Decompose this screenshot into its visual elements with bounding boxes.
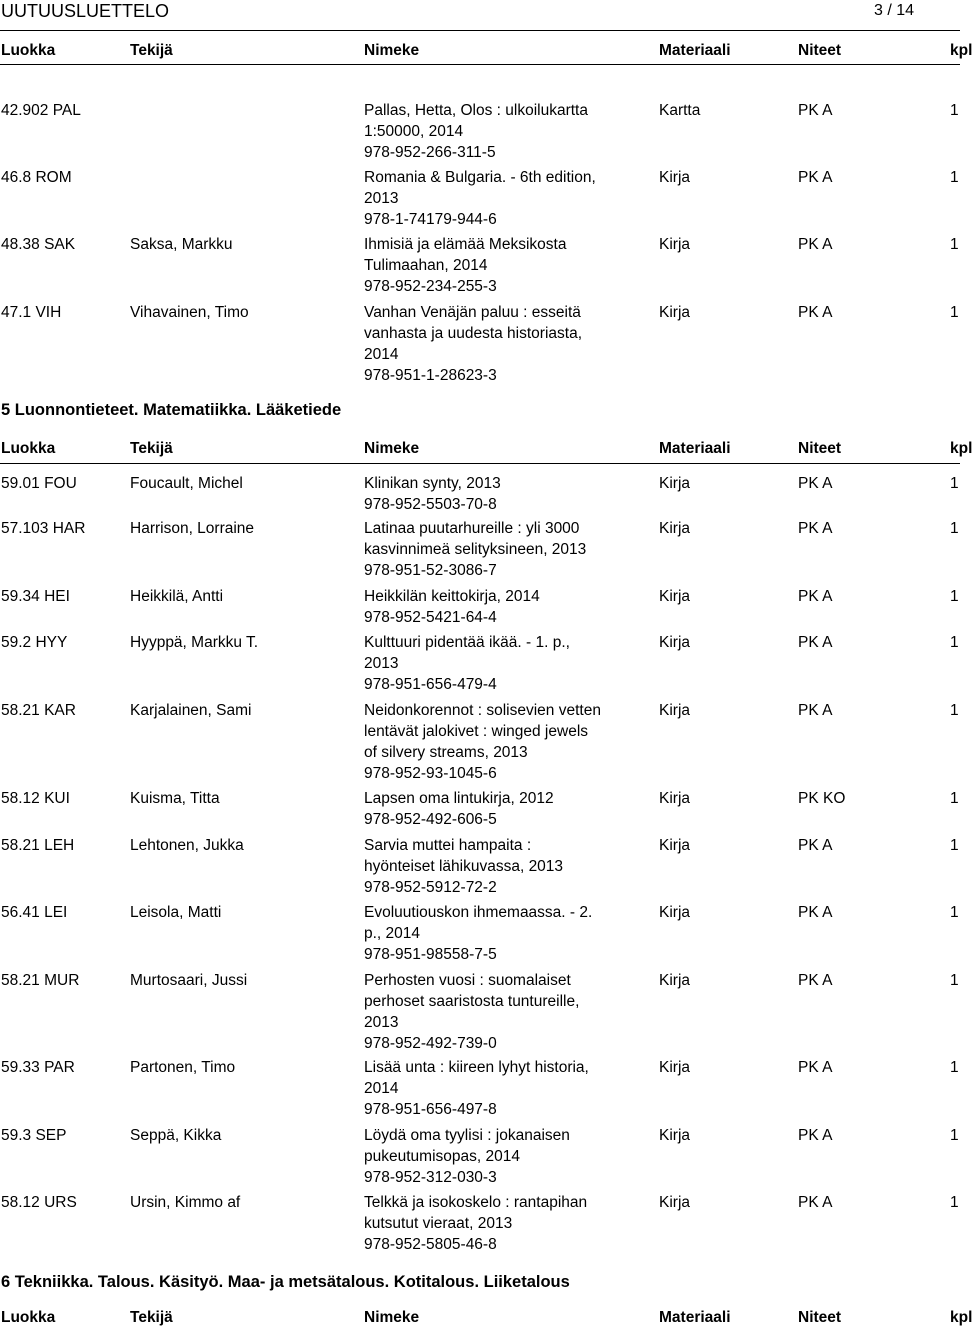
entry-nimeke-line: kasvinnimeä selityksineen, 2013 (364, 541, 587, 558)
col-header-nimeke: Nimeke (364, 440, 420, 457)
entry-nimeke-line: 978-952-93-1045-6 (364, 765, 497, 782)
entry-nimeke-line: 2013 (364, 1014, 399, 1031)
entry-nimeke-line: Romania & Bulgaria. - 6th edition, (364, 169, 596, 186)
entry-nimeke (364, 700, 626, 784)
col-header-luokka: Luokka (1, 440, 56, 457)
entry-nimeke-line: Ihmisiä ja elämää Meksikosta (364, 236, 567, 253)
entry-materiaali: Kirja (659, 520, 691, 537)
entry-luokka: 58.12 KUI (1, 790, 70, 807)
entry-niteet: PK KO (798, 790, 846, 807)
entry-nimeke-line: 978-952-5805-46-8 (364, 1236, 497, 1253)
page-number: 3 / 14 (873, 2, 914, 19)
entry-materiaali: Kirja (659, 634, 691, 651)
entry-nimeke-line: Pallas, Hetta, Olos : ulkoilukartta (364, 102, 588, 119)
entry-kpl: 1 (950, 236, 959, 253)
entry-kpl: 1 (950, 1194, 959, 1211)
entry-nimeke-line: kutsutut vieraat, 2013 (364, 1215, 513, 1232)
col-header-materiaali: Materiaali (659, 1309, 731, 1326)
col-header-kpl: kpl (950, 440, 972, 457)
entry-nimeke-line: pukeutumisopas, 2014 (364, 1148, 520, 1165)
entry-nimeke-line: Lapsen oma lintukirja, 2012 (364, 790, 554, 807)
entry-nimeke-line: 978-951-1-28623-3 (364, 367, 497, 384)
entry-nimeke-line: 978-1-74179-944-6 (364, 211, 497, 228)
entry-nimeke-line: 978-952-266-311-5 (364, 144, 496, 161)
entry-luokka: 59.2 HYY (1, 634, 68, 651)
entry-tekija: Saksa, Markku (130, 236, 233, 253)
col-header-tekija: Tekijä (130, 42, 173, 59)
entry-tekija: Lehtonen, Jukka (130, 837, 244, 854)
entry-niteet: PK A (798, 702, 833, 719)
entry-luokka: 59.3 SEP (1, 1127, 67, 1144)
entry-niteet: PK A (798, 475, 833, 492)
section-title-6: 6 Tekniikka. Talous. Käsityö. Maa- ja metsätalous. Kotitalous. Liiketalous (1, 1273, 570, 1291)
entry-nimeke-line: 978-951-98558-7-5 (364, 946, 497, 963)
column-header-divider (0, 64, 960, 65)
entry-niteet: PK A (798, 1194, 833, 1211)
entry-nimeke (364, 835, 626, 898)
entry-niteet: PK A (798, 837, 833, 854)
entry-nimeke-line: 978-952-5912-72-2 (364, 879, 497, 896)
entry-nimeke-line: Löydä oma tyylisi : jokanaisen (364, 1127, 570, 1144)
entry-luokka: 59.34 HEI (1, 588, 70, 605)
entry-nimeke-line: 978-952-492-739-0 (364, 1035, 497, 1052)
entry-kpl: 1 (950, 588, 959, 605)
entry-nimeke-line: Heikkilän keittokirja, 2014 (364, 588, 540, 605)
entry-tekija: Leisola, Matti (130, 904, 222, 921)
entry-nimeke-line: lentävät jalokivet : winged jewels (364, 723, 589, 740)
entry-nimeke-line: Telkkä ja isokoskelo : rantapihan (364, 1194, 588, 1211)
entry-kpl: 1 (950, 634, 959, 651)
entry-materiaali: Kirja (659, 236, 691, 253)
entry-luokka: 58.21 MUR (1, 972, 80, 989)
entry-luokka: 42.902 PAL (1, 102, 81, 119)
column-header-row (0, 440, 972, 460)
entry-kpl: 1 (950, 972, 959, 989)
entry-nimeke-line: 978-952-5503-70-8 (364, 496, 497, 513)
entry-kpl: 1 (950, 904, 959, 921)
entry-niteet: PK A (798, 520, 833, 537)
entry-nimeke-line: 978-952-312-030-3 (364, 1169, 497, 1186)
entry-nimeke-line: 2014 (364, 346, 399, 363)
entry-tekija: Karjalainen, Sami (130, 702, 252, 719)
entry-nimeke-line: 978-952-492-606-5 (364, 811, 497, 828)
col-header-niteet: Niteet (798, 1309, 842, 1326)
column-header-row (0, 42, 972, 62)
entry-nimeke-line: 2013 (364, 655, 399, 672)
entry-nimeke-line: perhoset saaristosta tuntureille, (364, 993, 580, 1010)
entry-nimeke-line: Latinaa puutarhureille : yli 3000 (364, 520, 580, 537)
entry-niteet: PK A (798, 588, 833, 605)
document-title: UUTUUSLUETTELO (1, 1, 170, 21)
col-header-tekija: Tekijä (130, 1309, 173, 1326)
page-header (0, 0, 960, 30)
entry-nimeke-line: Tulimaahan, 2014 (364, 257, 488, 274)
entry-nimeke-line: 1:50000, 2014 (364, 123, 464, 140)
entry-nimeke-line: 2013 (364, 190, 399, 207)
entry-tekija: Heikkilä, Antti (130, 588, 224, 605)
entry-nimeke (364, 1057, 626, 1120)
entry-niteet: PK A (798, 1059, 833, 1076)
entry-nimeke (364, 902, 626, 965)
entry-materiaali: Kirja (659, 1059, 691, 1076)
entry-nimeke (364, 970, 626, 1054)
entry-nimeke-line: hyönteiset lähikuvassa, 2013 (364, 858, 564, 875)
entry-kpl: 1 (950, 102, 959, 119)
col-header-luokka: Luokka (1, 1309, 56, 1326)
col-header-nimeke: Nimeke (364, 1309, 420, 1326)
entry-nimeke-line: Kulttuuri pidentää ikää. - 1. p., (364, 634, 570, 651)
entry-niteet: PK A (798, 169, 833, 186)
entry-tekija: Hyyppä, Markku T. (130, 634, 259, 651)
entry-materiaali: Kirja (659, 904, 691, 921)
col-header-niteet: Niteet (798, 440, 842, 457)
column-header-divider (0, 463, 960, 464)
entry-materiaali: Kartta (659, 102, 701, 119)
entry-materiaali: Kirja (659, 1194, 691, 1211)
entry-kpl: 1 (950, 520, 959, 537)
entry-niteet: PK A (798, 1127, 833, 1144)
entry-tekija: Vihavainen, Timo (130, 304, 249, 321)
entry-tekija: Foucault, Michel (130, 475, 243, 492)
entry-tekija: Partonen, Timo (130, 1059, 236, 1076)
entry-materiaali: Kirja (659, 837, 691, 854)
entry-luokka: 58.21 LEH (1, 837, 75, 854)
entry-luokka: 47.1 VIH (1, 304, 62, 321)
entry-nimeke-line: 978-951-656-497-8 (364, 1101, 497, 1118)
entry-kpl: 1 (950, 169, 959, 186)
entry-nimeke-line: Vanhan Venäjän paluu : esseitä (364, 304, 581, 321)
col-header-luokka: Luokka (1, 42, 56, 59)
entry-nimeke (364, 234, 626, 297)
entry-tekija: Murtosaari, Jussi (130, 972, 248, 989)
entry-niteet: PK A (798, 304, 833, 321)
col-header-niteet: Niteet (798, 42, 842, 59)
entry-luokka: 58.12 URS (1, 1194, 77, 1211)
entry-luokka: 56.41 LEI (1, 904, 68, 921)
entry-nimeke-line: Sarvia muttei hampaita : (364, 837, 532, 854)
entry-niteet: PK A (798, 972, 833, 989)
entry-kpl: 1 (950, 304, 959, 321)
entry-materiaali: Kirja (659, 1127, 691, 1144)
entry-materiaali: Kirja (659, 972, 691, 989)
entry-niteet: PK A (798, 102, 833, 119)
entry-nimeke-line: Evoluutiouskon ihmemaassa. - 2. (364, 904, 593, 921)
entry-nimeke-line: 978-951-656-479-4 (364, 676, 497, 693)
entry-tekija: Ursin, Kimmo af (130, 1194, 241, 1211)
entry-nimeke (364, 518, 626, 581)
entry-nimeke (364, 1125, 626, 1188)
entry-nimeke-line: vanhasta ja uudesta historiasta, (364, 325, 582, 342)
entry-luokka: 48.38 SAK (1, 236, 76, 253)
col-header-nimeke: Nimeke (364, 42, 420, 59)
entry-kpl: 1 (950, 790, 959, 807)
entry-luokka: 59.01 FOU (1, 475, 77, 492)
entry-luokka: 57.103 HAR (1, 520, 86, 537)
entry-materiaali: Kirja (659, 790, 691, 807)
entry-kpl: 1 (950, 475, 959, 492)
entry-tekija: Kuisma, Titta (130, 790, 220, 807)
header-divider (0, 30, 960, 31)
entry-materiaali: Kirja (659, 475, 691, 492)
entry-nimeke-line: 978-952-5421-64-4 (364, 609, 497, 626)
entry-niteet: PK A (798, 634, 833, 651)
entry-nimeke-line: 978-952-234-255-3 (364, 278, 497, 295)
entry-nimeke (364, 167, 626, 230)
entry-nimeke-line: 2014 (364, 1080, 399, 1097)
entry-tekija: Seppä, Kikka (130, 1127, 222, 1144)
entry-kpl: 1 (950, 702, 959, 719)
entry-luokka: 58.21 KAR (1, 702, 76, 719)
entry-nimeke (364, 788, 626, 830)
col-header-kpl: kpl (950, 1309, 972, 1326)
entry-luokka: 59.33 PAR (1, 1059, 75, 1076)
entry-materiaali: Kirja (659, 304, 691, 321)
entry-nimeke-line: p., 2014 (364, 925, 421, 942)
entry-nimeke (364, 1192, 626, 1255)
entry-nimeke-line: Lisää unta : kiireen lyhyt historia, (364, 1059, 589, 1076)
col-header-materiaali: Materiaali (659, 42, 731, 59)
entry-kpl: 1 (950, 1127, 959, 1144)
col-header-materiaali: Materiaali (659, 440, 731, 457)
entry-materiaali: Kirja (659, 702, 691, 719)
entry-nimeke-line: Perhosten vuosi : suomalaiset (364, 972, 571, 989)
entry-materiaali: Kirja (659, 169, 691, 186)
entry-nimeke-line: Klinikan synty, 2013 (364, 475, 501, 492)
entry-kpl: 1 (950, 837, 959, 854)
col-header-kpl: kpl (950, 42, 972, 59)
column-header-row (0, 1309, 972, 1329)
entry-nimeke-line: of silvery streams, 2013 (364, 744, 528, 761)
entry-nimeke (364, 586, 626, 628)
col-header-tekija: Tekijä (130, 440, 173, 457)
entry-materiaali: Kirja (659, 588, 691, 605)
entry-nimeke (364, 632, 626, 695)
entry-nimeke (364, 100, 626, 163)
entry-kpl: 1 (950, 1059, 959, 1076)
entry-niteet: PK A (798, 904, 833, 921)
entry-niteet: PK A (798, 236, 833, 253)
entry-nimeke (364, 302, 626, 386)
entry-luokka: 46.8 ROM (1, 169, 72, 186)
entry-nimeke-line: Neidonkorennot : solisevien vetten (364, 702, 601, 719)
entry-tekija: Harrison, Lorraine (130, 520, 255, 537)
section-title-5: 5 Luonnontieteet. Matematiikka. Lääketiede (1, 401, 342, 419)
entry-nimeke (364, 473, 626, 515)
entry-nimeke-line: 978-951-52-3086-7 (364, 562, 497, 579)
